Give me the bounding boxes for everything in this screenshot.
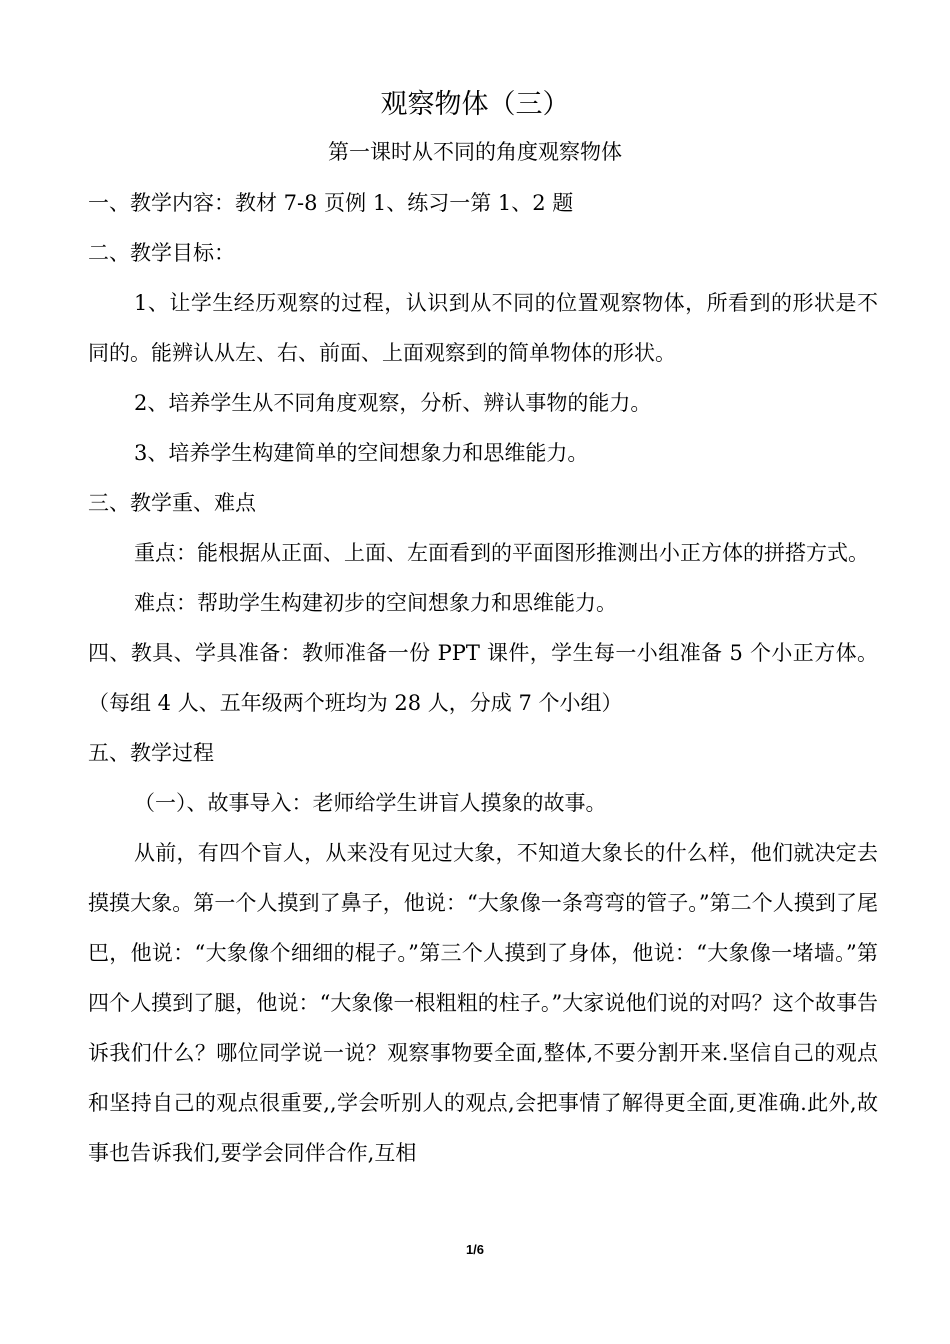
section-materials: 四、教具、学具准备：教师准备一份 PPT 课件，学生每一小组准备 5 个小正方体。（每组 4 人、五年级两个班均为 28 人，分成 7 个小组）: [88, 641, 878, 715]
page-number: 1/6: [465, 1242, 485, 1257]
story-paragraph: 从前，有四个盲人，从来没有见过大象，不知道大象长的什么样，他们就决定去摸摸大象。第一个人摸到了鼻子，他说：“大象像一条弯弯的管子。”第二个人摸到了尾巴，他说：“大象像个细细的棍子。”第三个人摸到了身体，他说：“大象像一堵墙。”第四个人摸到了腿，他说：“大象像一根粗粗的柱子。”大家说他们说的对吗？这个故事告诉我们什么？哪位同学说一说？观察事物要全面,整体,不要分割开来.坚信自己的观点和坚持自己的观点很重要,,学会听别人的观点,会把事情了解得更全面,更准确.此外,故事也告诉我们,要学会同伴合作,互相: [88, 841, 878, 1165]
section-teaching-goals-heading: 二、教学目标：: [88, 241, 235, 265]
document-title: 观察物体（三）: [380, 89, 570, 120]
goal-item-1: 1、让学生经历观察的过程，认识到从不同的位置观察物体，所看到的形状是不同的。能辨认从左、右、前面、上面观察到的简单物体的形状。: [88, 291, 878, 365]
goal-item-2: 2、培养学生从不同角度观察，分析、辨认事物的能力。: [134, 391, 652, 415]
document-body: [88, 178, 878, 1178]
story-intro-heading: （一）、故事导入：老师给学生讲盲人摸象的故事。: [134, 791, 607, 815]
section-key-difficult-heading: 三、教学重、难点: [88, 491, 256, 515]
document-subtitle: 第一课时从不同的角度观察物体: [328, 140, 622, 164]
goal-item-3: 3、培养学生构建简单的空间想象力和思维能力。: [134, 441, 589, 465]
key-point-paragraph: 重点：能根据从正面、上面、左面看到的平面图形推测出小正方体的拼搭方式。: [134, 541, 869, 565]
section-teaching-content: 一、教学内容：教材 7-8 页例 1、练习一第 1、2 题: [88, 191, 574, 215]
difficult-point-paragraph: 难点：帮助学生构建初步的空间想象力和思维能力。: [134, 591, 617, 615]
section-process-heading: 五、教学过程: [88, 741, 214, 765]
